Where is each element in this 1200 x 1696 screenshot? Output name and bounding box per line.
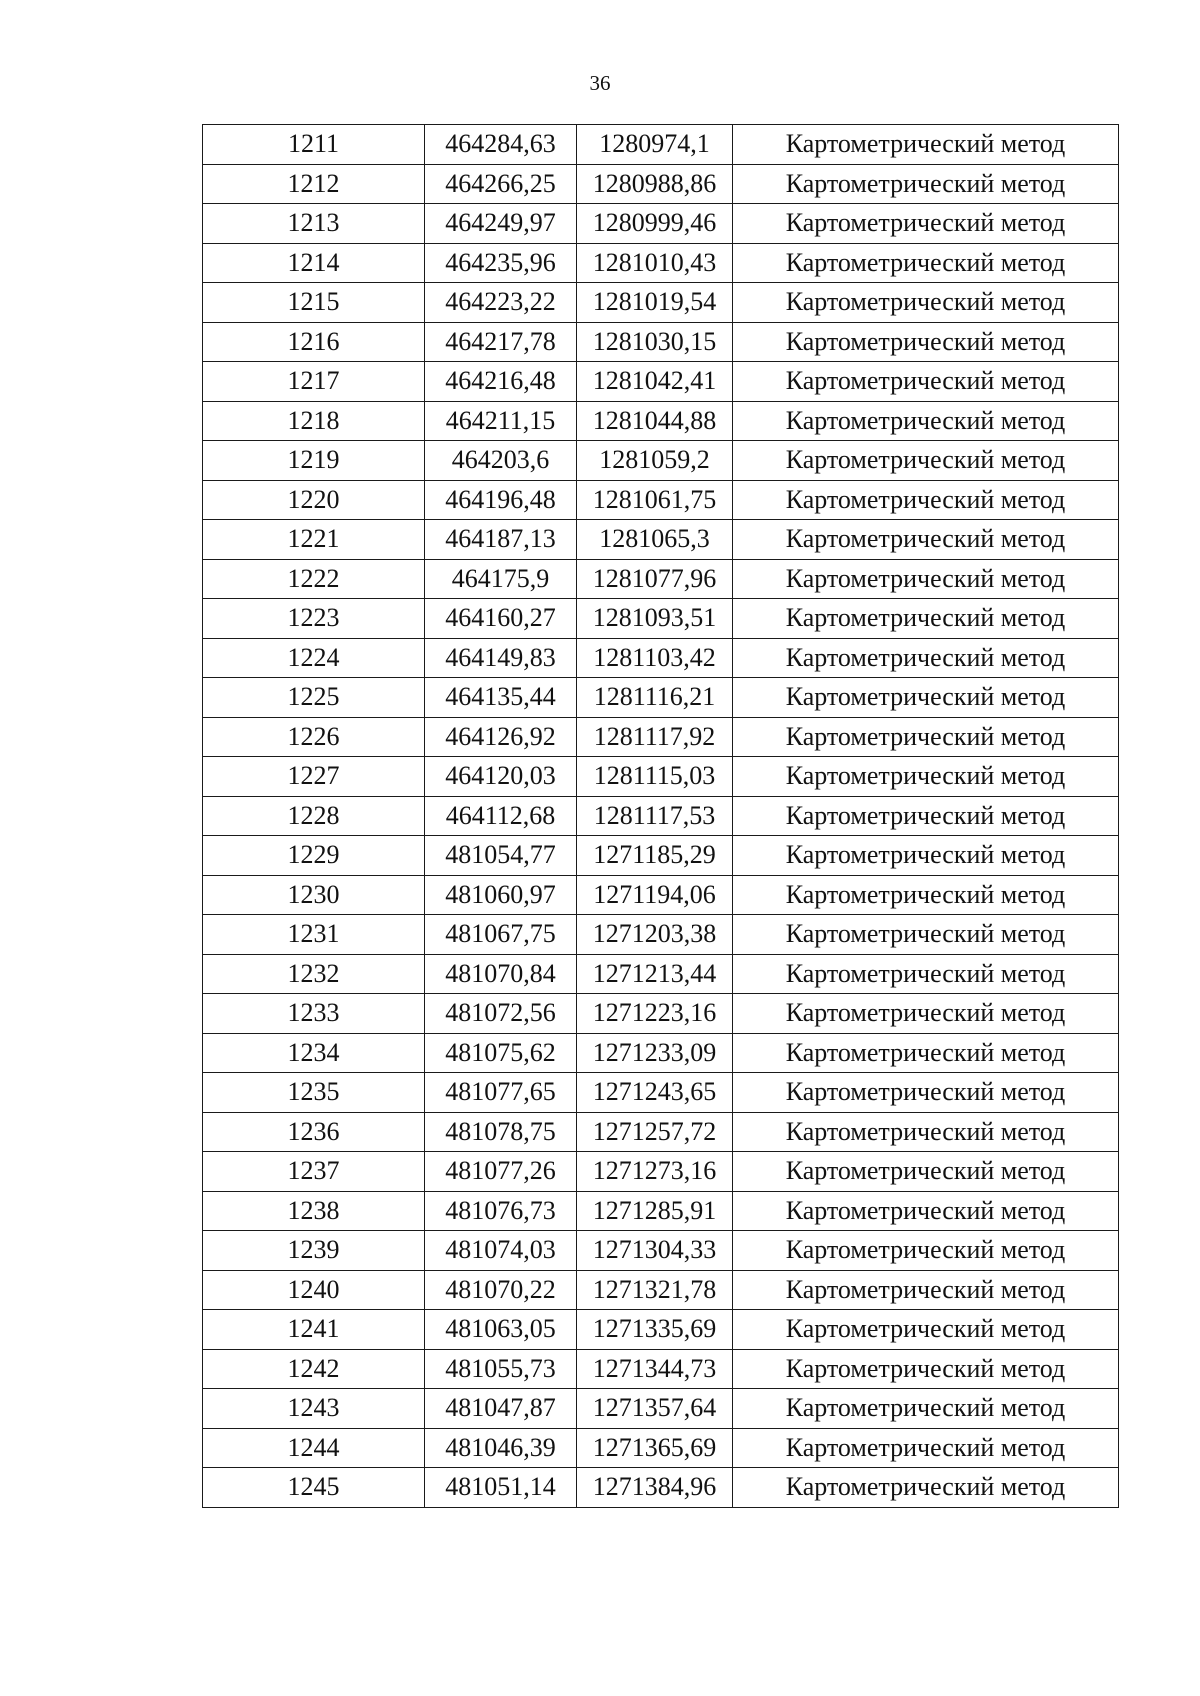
point-number-cell: 1215 (203, 283, 425, 323)
method-cell: Картометрический метод (733, 480, 1119, 520)
y-coordinate-cell: 1281042,41 (577, 362, 733, 402)
point-number-cell: 1226 (203, 717, 425, 757)
table-row (203, 915, 1119, 955)
point-number-cell: 1227 (203, 757, 425, 797)
table-row (203, 757, 1119, 797)
point-number-cell: 1222 (203, 559, 425, 599)
y-coordinate-cell: 1271365,69 (577, 1428, 733, 1468)
table-row (203, 1310, 1119, 1350)
x-coordinate-cell: 481070,22 (425, 1270, 577, 1310)
method-cell: Картометрический метод (733, 1112, 1119, 1152)
point-number-cell: 1234 (203, 1033, 425, 1073)
method-cell: Картометрический метод (733, 836, 1119, 876)
y-coordinate-cell: 1281116,21 (577, 678, 733, 718)
method-cell: Картометрический метод (733, 164, 1119, 204)
table-row (203, 441, 1119, 481)
method-cell: Картометрический метод (733, 1428, 1119, 1468)
table-row (203, 1270, 1119, 1310)
y-coordinate-cell: 1271344,73 (577, 1349, 733, 1389)
table-row (203, 678, 1119, 718)
method-cell: Картометрический метод (733, 599, 1119, 639)
x-coordinate-cell: 481075,62 (425, 1033, 577, 1073)
method-cell: Картометрический метод (733, 322, 1119, 362)
x-coordinate-cell: 464216,48 (425, 362, 577, 402)
point-number-cell: 1239 (203, 1231, 425, 1271)
table-row (203, 717, 1119, 757)
y-coordinate-cell: 1281030,15 (577, 322, 733, 362)
x-coordinate-cell: 464187,13 (425, 520, 577, 560)
table-row (203, 283, 1119, 323)
table-row (203, 1349, 1119, 1389)
point-number-cell: 1213 (203, 204, 425, 244)
point-number-cell: 1218 (203, 401, 425, 441)
point-number-cell: 1241 (203, 1310, 425, 1350)
y-coordinate-cell: 1271384,96 (577, 1468, 733, 1508)
point-number-cell: 1230 (203, 875, 425, 915)
y-coordinate-cell: 1271203,38 (577, 915, 733, 955)
table-row (203, 994, 1119, 1034)
y-coordinate-cell: 1281093,51 (577, 599, 733, 639)
y-coordinate-cell: 1281077,96 (577, 559, 733, 599)
point-number-cell: 1237 (203, 1152, 425, 1192)
x-coordinate-cell: 464175,9 (425, 559, 577, 599)
point-number-cell: 1238 (203, 1191, 425, 1231)
x-coordinate-cell: 481067,75 (425, 915, 577, 955)
method-cell: Картометрический метод (733, 1310, 1119, 1350)
table-row (203, 480, 1119, 520)
x-coordinate-cell: 464223,22 (425, 283, 577, 323)
y-coordinate-cell: 1281059,2 (577, 441, 733, 481)
point-number-cell: 1245 (203, 1468, 425, 1508)
y-coordinate-cell: 1271185,29 (577, 836, 733, 876)
point-number-cell: 1235 (203, 1073, 425, 1113)
y-coordinate-cell: 1271304,33 (577, 1231, 733, 1271)
method-cell: Картометрический метод (733, 1231, 1119, 1271)
point-number-cell: 1232 (203, 954, 425, 994)
x-coordinate-cell: 481070,84 (425, 954, 577, 994)
method-cell: Картометрический метод (733, 1389, 1119, 1429)
x-coordinate-cell: 464135,44 (425, 678, 577, 718)
point-number-cell: 1225 (203, 678, 425, 718)
y-coordinate-cell: 1280974,1 (577, 125, 733, 165)
table-row (203, 796, 1119, 836)
table-row (203, 638, 1119, 678)
table-row (203, 1231, 1119, 1271)
x-coordinate-cell: 464149,83 (425, 638, 577, 678)
table-row (203, 1428, 1119, 1468)
x-coordinate-cell: 481054,77 (425, 836, 577, 876)
point-number-cell: 1228 (203, 796, 425, 836)
x-coordinate-cell: 481072,56 (425, 994, 577, 1034)
point-number-cell: 1229 (203, 836, 425, 876)
point-number-cell: 1236 (203, 1112, 425, 1152)
point-number-cell: 1231 (203, 915, 425, 955)
table-row (203, 520, 1119, 560)
method-cell: Картометрический метод (733, 915, 1119, 955)
point-number-cell: 1244 (203, 1428, 425, 1468)
method-cell: Картометрический метод (733, 796, 1119, 836)
method-cell: Картометрический метод (733, 1152, 1119, 1192)
method-cell: Картометрический метод (733, 1270, 1119, 1310)
x-coordinate-cell: 464160,27 (425, 599, 577, 639)
x-coordinate-cell: 481063,05 (425, 1310, 577, 1350)
x-coordinate-cell: 464196,48 (425, 480, 577, 520)
y-coordinate-cell: 1280999,46 (577, 204, 733, 244)
x-coordinate-cell: 481060,97 (425, 875, 577, 915)
method-cell: Картометрический метод (733, 875, 1119, 915)
y-coordinate-cell: 1281103,42 (577, 638, 733, 678)
point-number-cell: 1240 (203, 1270, 425, 1310)
x-coordinate-cell: 481051,14 (425, 1468, 577, 1508)
y-coordinate-cell: 1271273,16 (577, 1152, 733, 1192)
table-row (203, 954, 1119, 994)
method-cell: Картометрический метод (733, 283, 1119, 323)
method-cell: Картометрический метод (733, 204, 1119, 244)
method-cell: Картометрический метод (733, 559, 1119, 599)
x-coordinate-cell: 481074,03 (425, 1231, 577, 1271)
x-coordinate-cell: 481055,73 (425, 1349, 577, 1389)
method-cell: Картометрический метод (733, 638, 1119, 678)
table-row (203, 362, 1119, 402)
point-number-cell: 1214 (203, 243, 425, 283)
method-cell: Картометрический метод (733, 243, 1119, 283)
y-coordinate-cell: 1281115,03 (577, 757, 733, 797)
y-coordinate-cell: 1281061,75 (577, 480, 733, 520)
table-body (203, 125, 1119, 1508)
point-number-cell: 1216 (203, 322, 425, 362)
y-coordinate-cell: 1281044,88 (577, 401, 733, 441)
method-cell: Картометрический метод (733, 1073, 1119, 1113)
x-coordinate-cell: 481047,87 (425, 1389, 577, 1429)
y-coordinate-cell: 1280988,86 (577, 164, 733, 204)
table-row (203, 322, 1119, 362)
table-row (203, 164, 1119, 204)
x-coordinate-cell: 464120,03 (425, 757, 577, 797)
y-coordinate-cell: 1271213,44 (577, 954, 733, 994)
method-cell: Картометрический метод (733, 678, 1119, 718)
table-row (203, 875, 1119, 915)
y-coordinate-cell: 1281019,54 (577, 283, 733, 323)
method-cell: Картометрический метод (733, 994, 1119, 1034)
table-row (203, 1073, 1119, 1113)
coordinates-table (202, 124, 1119, 1508)
method-cell: Картометрический метод (733, 757, 1119, 797)
x-coordinate-cell: 481077,65 (425, 1073, 577, 1113)
table-row (203, 401, 1119, 441)
table-row (203, 243, 1119, 283)
y-coordinate-cell: 1271357,64 (577, 1389, 733, 1429)
method-cell: Картометрический метод (733, 125, 1119, 165)
x-coordinate-cell: 481046,39 (425, 1428, 577, 1468)
x-coordinate-cell: 464126,92 (425, 717, 577, 757)
y-coordinate-cell: 1271257,72 (577, 1112, 733, 1152)
y-coordinate-cell: 1281010,43 (577, 243, 733, 283)
point-number-cell: 1221 (203, 520, 425, 560)
x-coordinate-cell: 464112,68 (425, 796, 577, 836)
x-coordinate-cell: 464211,15 (425, 401, 577, 441)
table-row (203, 559, 1119, 599)
point-number-cell: 1220 (203, 480, 425, 520)
page-number: 36 (589, 71, 611, 95)
point-number-cell: 1212 (203, 164, 425, 204)
point-number-cell: 1217 (203, 362, 425, 402)
method-cell: Картометрический метод (733, 362, 1119, 402)
point-number-cell: 1242 (203, 1349, 425, 1389)
method-cell: Картометрический метод (733, 954, 1119, 994)
x-coordinate-cell: 481077,26 (425, 1152, 577, 1192)
point-number-cell: 1219 (203, 441, 425, 481)
table-row (203, 125, 1119, 165)
x-coordinate-cell: 481076,73 (425, 1191, 577, 1231)
table-row (203, 1389, 1119, 1429)
method-cell: Картометрический метод (733, 441, 1119, 481)
method-cell: Картометрический метод (733, 1468, 1119, 1508)
y-coordinate-cell: 1271243,65 (577, 1073, 733, 1113)
x-coordinate-cell: 464284,63 (425, 125, 577, 165)
table-row (203, 1468, 1119, 1508)
method-cell: Картометрический метод (733, 1033, 1119, 1073)
x-coordinate-cell: 464217,78 (425, 322, 577, 362)
y-coordinate-cell: 1281065,3 (577, 520, 733, 560)
y-coordinate-cell: 1271223,16 (577, 994, 733, 1034)
x-coordinate-cell: 464266,25 (425, 164, 577, 204)
y-coordinate-cell: 1271321,78 (577, 1270, 733, 1310)
method-cell: Картометрический метод (733, 717, 1119, 757)
x-coordinate-cell: 464249,97 (425, 204, 577, 244)
method-cell: Картометрический метод (733, 1191, 1119, 1231)
x-coordinate-cell: 481078,75 (425, 1112, 577, 1152)
y-coordinate-cell: 1271285,91 (577, 1191, 733, 1231)
table-row (203, 1152, 1119, 1192)
point-number-cell: 1224 (203, 638, 425, 678)
method-cell: Картометрический метод (733, 520, 1119, 560)
y-coordinate-cell: 1271194,06 (577, 875, 733, 915)
table-row (203, 836, 1119, 876)
y-coordinate-cell: 1281117,53 (577, 796, 733, 836)
method-cell: Картометрический метод (733, 1349, 1119, 1389)
x-coordinate-cell: 464235,96 (425, 243, 577, 283)
table-row (203, 1033, 1119, 1073)
table-row (203, 599, 1119, 639)
point-number-cell: 1223 (203, 599, 425, 639)
y-coordinate-cell: 1281117,92 (577, 717, 733, 757)
point-number-cell: 1243 (203, 1389, 425, 1429)
table-row (203, 1112, 1119, 1152)
method-cell: Картометрический метод (733, 401, 1119, 441)
point-number-cell: 1211 (203, 125, 425, 165)
y-coordinate-cell: 1271233,09 (577, 1033, 733, 1073)
table-row (203, 1191, 1119, 1231)
y-coordinate-cell: 1271335,69 (577, 1310, 733, 1350)
table-row (203, 204, 1119, 244)
point-number-cell: 1233 (203, 994, 425, 1034)
x-coordinate-cell: 464203,6 (425, 441, 577, 481)
